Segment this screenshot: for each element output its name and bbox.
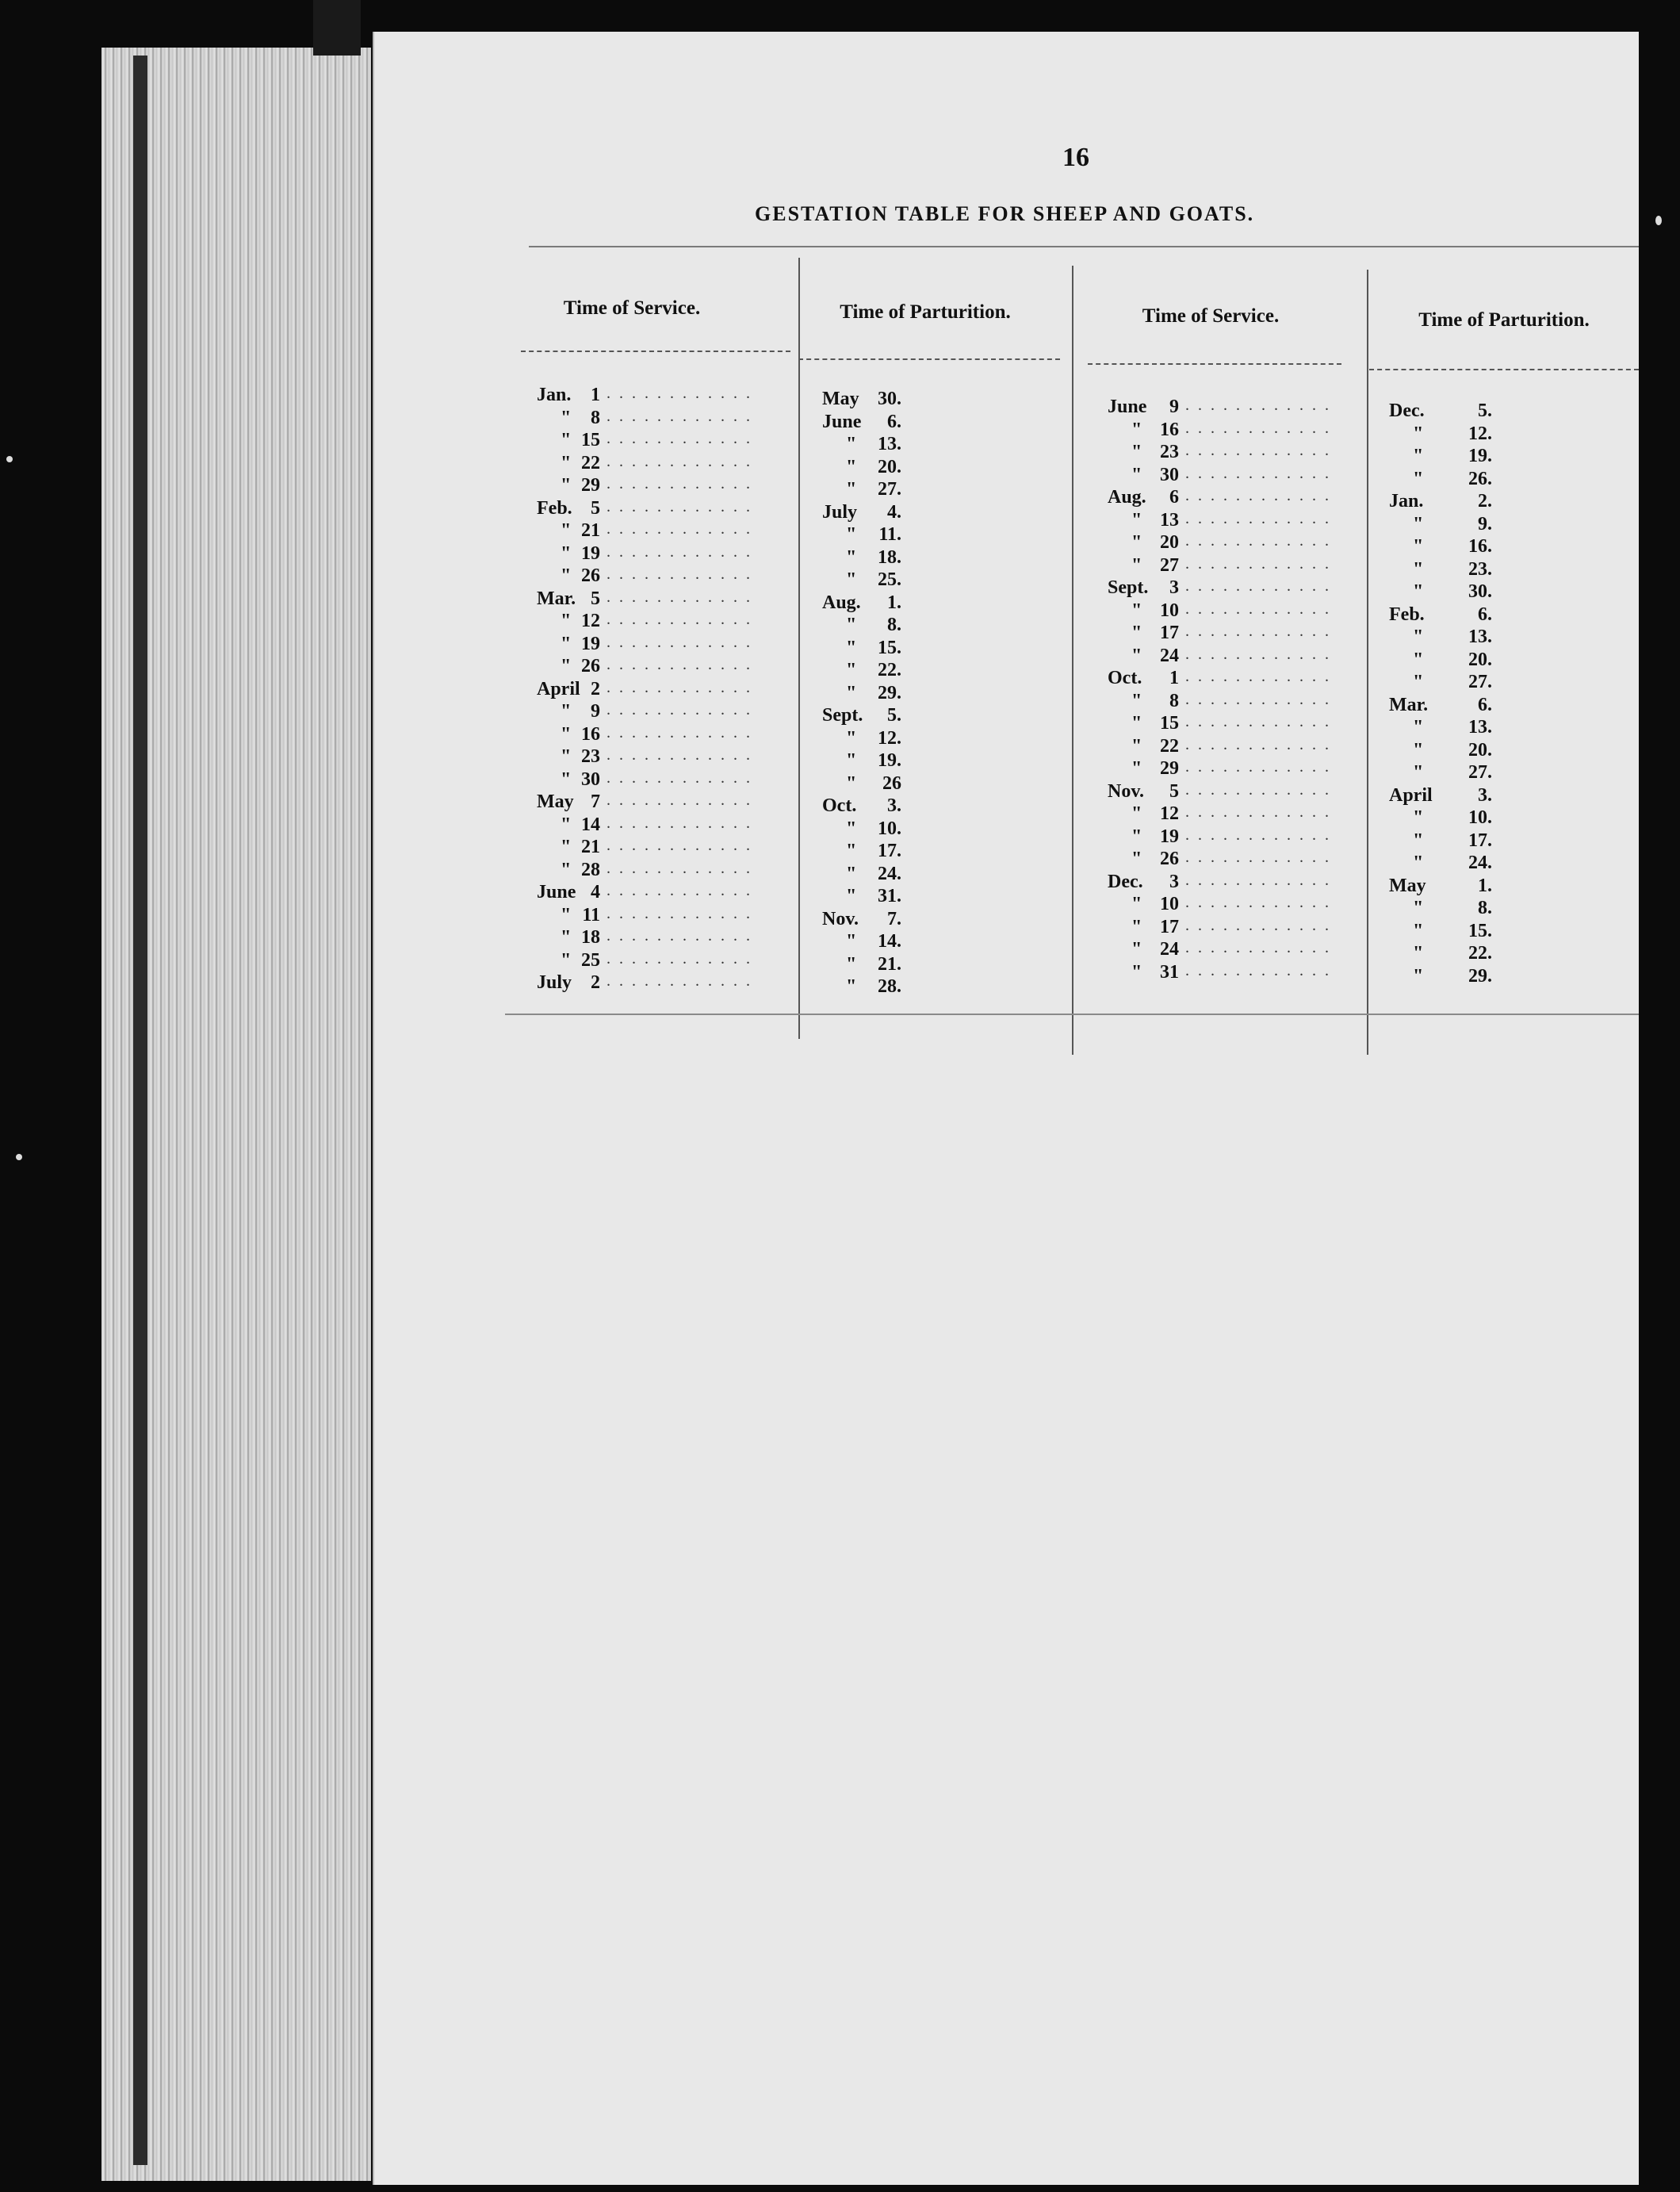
leader-dots: . . . . . . . . . . . . xyxy=(607,701,752,719)
leader-dots: . . . . . . . . . . . . xyxy=(1185,713,1331,730)
leader-dots: . . . . . . . . . . . . xyxy=(607,927,752,945)
day-cell: 30 xyxy=(581,768,600,790)
leader-dots: . . . . . . . . . . . . xyxy=(607,475,752,492)
leader-dots: . . . . . . . . . . . . xyxy=(607,904,752,922)
leader-dots: . . . . . . . . . . . . xyxy=(607,678,752,696)
leader-dots: . . . . . . . . . . . . xyxy=(607,633,752,651)
day-cell: 1 xyxy=(591,385,600,405)
day-cell: 8. xyxy=(1478,898,1492,918)
scan-speck xyxy=(1655,216,1662,225)
day-cell: 31. xyxy=(878,886,901,906)
month-cell: " xyxy=(1413,830,1424,851)
day-cell: 22. xyxy=(878,660,901,680)
page-number: 16 xyxy=(1062,143,1089,172)
day-cell: 6. xyxy=(1478,604,1492,625)
month-cell: Jan. xyxy=(537,385,572,405)
month-cell: " xyxy=(561,768,572,790)
header-right-parturition: Time of Parturition. xyxy=(1418,309,1590,331)
leader-dots: . . . . . . . . . . . . xyxy=(1185,803,1331,821)
month-cell: " xyxy=(1413,739,1424,761)
scan-speck xyxy=(6,456,13,462)
day-cell: 14. xyxy=(878,931,901,952)
day-cell: 24 xyxy=(1160,645,1179,666)
day-cell: 12 xyxy=(1160,803,1179,824)
day-cell: 28. xyxy=(878,976,901,997)
leader-dots: . . . . . . . . . . . . xyxy=(607,565,752,583)
day-cell: 23 xyxy=(581,746,600,767)
month-cell: June xyxy=(537,882,576,902)
month-cell: " xyxy=(1413,943,1424,964)
leader-dots: . . . . . . . . . . . . xyxy=(607,837,752,854)
leader-dots: . . . . . . . . . . . . xyxy=(1185,623,1331,640)
month-cell: April xyxy=(537,678,580,699)
leader-dots: . . . . . . . . . . . . xyxy=(607,746,752,764)
day-cell: 22. xyxy=(1468,943,1492,964)
month-cell: " xyxy=(846,546,857,568)
leader-dots: . . . . . . . . . . . . xyxy=(1185,668,1331,685)
month-cell: " xyxy=(561,723,572,745)
month-cell: Sept. xyxy=(822,705,863,726)
day-cell: 28 xyxy=(581,859,600,880)
month-cell: " xyxy=(561,859,572,880)
day-cell: 14 xyxy=(581,814,600,835)
day-cell: 5 xyxy=(1169,780,1179,802)
book-page xyxy=(373,32,1639,2185)
month-cell: " xyxy=(1413,446,1424,466)
month-cell: " xyxy=(846,479,857,500)
scan-speck xyxy=(16,1154,22,1160)
leader-dots: . . . . . . . . . . . . xyxy=(1185,487,1331,504)
day-cell: 13. xyxy=(1468,627,1492,647)
header-rule xyxy=(1088,363,1341,365)
month-cell: " xyxy=(561,611,572,631)
month-cell: Feb. xyxy=(537,497,572,519)
month-cell: " xyxy=(1131,894,1142,914)
leader-dots: . . . . . . . . . . . . xyxy=(1185,826,1331,844)
month-cell: " xyxy=(846,727,857,749)
day-cell: 15. xyxy=(878,637,901,658)
month-cell: June xyxy=(822,411,862,432)
month-cell: " xyxy=(846,524,857,545)
leader-dots: . . . . . . . . . . . . xyxy=(1185,894,1331,911)
day-cell: 21. xyxy=(878,953,901,975)
leader-dots: . . . . . . . . . . . . xyxy=(607,385,752,402)
leader-dots: . . . . . . . . . . . . xyxy=(1185,849,1331,866)
month-cell: " xyxy=(561,542,572,564)
leader-dots: . . . . . . . . . . . . xyxy=(1185,419,1331,437)
leader-dots: . . . . . . . . . . . . xyxy=(1185,690,1331,708)
month-cell: July xyxy=(822,501,858,523)
day-cell: 17. xyxy=(1468,830,1492,851)
month-cell: " xyxy=(1413,717,1424,738)
leader-dots: . . . . . . . . . . . . xyxy=(607,542,752,561)
day-cell: 12. xyxy=(1468,423,1492,444)
leader-dots: . . . . . . . . . . . . xyxy=(1185,600,1331,618)
month-cell: " xyxy=(561,475,572,496)
day-cell: 20 xyxy=(1160,532,1179,553)
month-cell: " xyxy=(561,814,572,835)
day-cell: 24. xyxy=(878,863,901,884)
month-cell: " xyxy=(1131,758,1142,779)
leader-dots: . . . . . . . . . . . . xyxy=(1185,916,1331,934)
month-cell: " xyxy=(561,837,572,857)
month-cell: " xyxy=(561,407,572,428)
month-cell: " xyxy=(561,430,572,450)
leader-dots: . . . . . . . . . . . . xyxy=(1185,509,1331,527)
leader-dots: . . . . . . . . . . . . xyxy=(607,407,752,425)
month-cell: " xyxy=(1413,468,1424,489)
month-cell: " xyxy=(1131,600,1142,621)
day-cell: 27. xyxy=(878,479,901,500)
day-cell: 27. xyxy=(1468,672,1492,692)
leader-dots: . . . . . . . . . . . . xyxy=(1185,780,1331,799)
month-cell: " xyxy=(1131,849,1142,869)
day-cell: 30 xyxy=(1160,464,1179,485)
month-cell: " xyxy=(846,863,857,884)
month-cell: " xyxy=(1413,581,1424,602)
day-cell: 5 xyxy=(591,497,600,519)
day-cell: 29. xyxy=(1468,965,1492,987)
day-cell: 2. xyxy=(1478,491,1492,512)
month-cell: " xyxy=(1131,623,1142,643)
day-cell: 10 xyxy=(1160,894,1179,914)
month-cell: " xyxy=(1413,965,1424,987)
month-cell: " xyxy=(561,565,572,586)
month-cell: " xyxy=(1131,442,1142,462)
day-cell: 23 xyxy=(1160,442,1179,462)
day-cell: 27. xyxy=(1468,762,1492,783)
leader-dots: . . . . . . . . . . . . xyxy=(1185,532,1331,550)
header-right-service: Time of Service. xyxy=(1142,305,1280,327)
day-cell: 13 xyxy=(1160,509,1179,531)
month-cell: " xyxy=(1413,762,1424,783)
month-cell: " xyxy=(1413,672,1424,692)
leader-dots: . . . . . . . . . . . . xyxy=(607,972,752,990)
month-cell: " xyxy=(561,520,572,541)
month-cell: " xyxy=(561,746,572,767)
month-cell: " xyxy=(846,569,857,590)
leader-dots: . . . . . . . . . . . . xyxy=(607,768,752,787)
leader-dots: . . . . . . . . . . . . xyxy=(607,814,752,832)
day-cell: 19. xyxy=(878,750,901,771)
day-cell: 8 xyxy=(1169,690,1179,711)
leader-dots: . . . . . . . . . . . . xyxy=(607,497,752,515)
header-left-parturition: Time of Parturition. xyxy=(840,301,1011,323)
month-cell: " xyxy=(561,656,572,676)
day-cell: 12 xyxy=(581,611,600,631)
book-spine-shadow xyxy=(133,56,147,2165)
month-cell: " xyxy=(1131,509,1142,531)
month-cell: " xyxy=(561,452,572,473)
day-cell: 19 xyxy=(581,633,600,654)
leader-dots: . . . . . . . . . . . . xyxy=(607,859,752,877)
day-cell: 11 xyxy=(582,904,600,925)
day-cell: 12. xyxy=(878,727,901,749)
day-cell: 6. xyxy=(1478,694,1492,715)
month-cell: " xyxy=(561,949,572,971)
month-cell: " xyxy=(846,615,857,635)
leader-dots: . . . . . . . . . . . . xyxy=(1185,645,1331,663)
leader-dots: . . . . . . . . . . . . xyxy=(607,611,752,628)
leader-dots: . . . . . . . . . . . . xyxy=(1185,871,1331,889)
day-cell: 20. xyxy=(1468,649,1492,670)
day-cell: 25. xyxy=(878,569,901,590)
month-cell: " xyxy=(1131,916,1142,937)
day-cell: 2 xyxy=(591,678,600,699)
day-cell: 23. xyxy=(1468,558,1492,580)
month-cell: " xyxy=(1413,423,1424,444)
day-cell: 6. xyxy=(887,411,901,432)
day-cell: 15 xyxy=(581,430,600,450)
month-cell: " xyxy=(846,772,857,794)
day-cell: 16 xyxy=(1160,419,1179,440)
leader-dots: . . . . . . . . . . . . xyxy=(1185,464,1331,482)
leader-dots: . . . . . . . . . . . . xyxy=(1185,735,1331,753)
day-cell: 26 xyxy=(882,772,901,794)
day-cell: 26. xyxy=(1468,468,1492,489)
day-cell: 21 xyxy=(581,520,600,541)
day-cell: 9 xyxy=(1169,397,1179,417)
month-cell: Dec. xyxy=(1389,400,1425,421)
bottom-rule xyxy=(505,1014,1639,1015)
day-cell: 8. xyxy=(887,615,901,635)
month-cell: Mar. xyxy=(1389,694,1429,715)
column-divider xyxy=(1072,266,1073,1055)
day-cell: 13. xyxy=(1468,717,1492,738)
month-cell: " xyxy=(846,434,857,454)
month-cell: Jan. xyxy=(1389,491,1424,512)
month-cell: " xyxy=(1131,464,1142,485)
month-cell: " xyxy=(1131,554,1142,576)
month-cell: " xyxy=(561,904,572,925)
day-cell: 2 xyxy=(591,972,600,993)
month-cell: " xyxy=(1413,513,1424,535)
day-cell: 6 xyxy=(1169,487,1179,508)
day-cell: 3. xyxy=(887,795,901,816)
day-cell: 24. xyxy=(1468,853,1492,873)
day-cell: 19. xyxy=(1468,446,1492,466)
month-cell: June xyxy=(1108,397,1147,417)
month-cell: " xyxy=(1413,649,1424,670)
month-cell: Oct. xyxy=(1108,668,1142,688)
month-cell: Mar. xyxy=(537,588,576,609)
day-cell: 5 xyxy=(591,588,600,609)
leader-dots: . . . . . . . . . . . . xyxy=(607,949,752,968)
month-cell: " xyxy=(1413,807,1424,828)
leader-dots: . . . . . . . . . . . . xyxy=(607,656,752,673)
leader-dots: . . . . . . . . . . . . xyxy=(1185,961,1331,979)
month-cell: " xyxy=(846,931,857,952)
month-cell: Nov. xyxy=(822,908,859,929)
leader-dots: . . . . . . . . . . . . xyxy=(607,520,752,538)
month-cell: " xyxy=(1413,898,1424,918)
day-cell: 29 xyxy=(581,475,600,496)
month-cell: Nov. xyxy=(1108,780,1145,802)
month-cell: " xyxy=(1131,939,1142,960)
month-cell: " xyxy=(1131,826,1142,847)
month-cell: " xyxy=(1131,645,1142,666)
month-cell: Feb. xyxy=(1389,604,1425,625)
day-cell: 16 xyxy=(581,723,600,745)
leader-dots: . . . . . . . . . . . . xyxy=(1185,397,1331,414)
month-cell: May xyxy=(1389,875,1426,896)
month-cell: " xyxy=(846,886,857,906)
leader-dots: . . . . . . . . . . . . xyxy=(1185,442,1331,459)
month-cell: " xyxy=(1131,803,1142,824)
leader-dots: . . . . . . . . . . . . xyxy=(607,791,752,809)
day-cell: 30. xyxy=(878,389,901,409)
cover-strip xyxy=(313,0,361,56)
day-cell: 17 xyxy=(1160,623,1179,643)
month-cell: Dec. xyxy=(1108,871,1143,892)
leader-dots: . . . . . . . . . . . . xyxy=(607,882,752,899)
leader-dots: . . . . . . . . . . . . xyxy=(607,430,752,447)
header-rule xyxy=(521,351,790,352)
day-cell: 5. xyxy=(887,705,901,726)
day-cell: 17 xyxy=(1160,916,1179,937)
month-cell: " xyxy=(1131,735,1142,757)
month-cell: " xyxy=(1413,536,1424,557)
header-rule xyxy=(1369,369,1639,370)
month-cell: " xyxy=(846,682,857,703)
day-cell: 15 xyxy=(1160,713,1179,734)
day-cell: 19 xyxy=(1160,826,1179,847)
day-cell: 19 xyxy=(581,542,600,564)
column-divider xyxy=(1367,270,1368,1055)
header-rule xyxy=(798,358,1060,360)
leader-dots: . . . . . . . . . . . . xyxy=(607,588,752,606)
day-cell: 3. xyxy=(1478,784,1492,806)
leader-dots: . . . . . . . . . . . . xyxy=(1185,554,1331,573)
day-cell: 3 xyxy=(1169,871,1179,892)
month-cell: " xyxy=(1413,920,1424,941)
day-cell: 5. xyxy=(1478,400,1492,421)
day-cell: 1. xyxy=(1478,875,1492,896)
day-cell: 13. xyxy=(878,434,901,454)
leader-dots: . . . . . . . . . . . . xyxy=(1185,577,1331,595)
leader-dots: . . . . . . . . . . . . xyxy=(1185,758,1331,776)
day-cell: 10 xyxy=(1160,600,1179,621)
month-cell: " xyxy=(561,927,572,948)
header-left-service: Time of Service. xyxy=(563,297,701,319)
leader-dots: . . . . . . . . . . . . xyxy=(1185,939,1331,956)
leader-dots: . . . . . . . . . . . . xyxy=(607,723,752,742)
month-cell: " xyxy=(846,953,857,975)
month-cell: " xyxy=(1413,853,1424,873)
day-cell: 18 xyxy=(581,927,600,948)
day-cell: 26 xyxy=(1160,849,1179,869)
month-cell: April xyxy=(1389,784,1433,806)
day-cell: 3 xyxy=(1169,577,1179,598)
month-cell: " xyxy=(561,701,572,722)
month-cell: " xyxy=(1413,558,1424,580)
month-cell: " xyxy=(846,660,857,680)
day-cell: 1 xyxy=(1169,668,1179,688)
month-cell: " xyxy=(1131,961,1142,983)
day-cell: 22 xyxy=(1160,735,1179,757)
month-cell: July xyxy=(537,972,572,993)
day-cell: 22 xyxy=(581,452,600,473)
day-cell: 8 xyxy=(591,407,600,428)
day-cell: 24 xyxy=(1160,939,1179,960)
day-cell: 15. xyxy=(1468,920,1492,941)
month-cell: " xyxy=(846,818,857,839)
month-cell: Sept. xyxy=(1108,577,1149,598)
page-title: GESTATION TABLE FOR SHEEP AND GOATS. xyxy=(755,202,1255,225)
month-cell: " xyxy=(1131,419,1142,440)
month-cell: " xyxy=(561,633,572,654)
day-cell: 16. xyxy=(1468,536,1492,557)
day-cell: 20. xyxy=(878,456,901,477)
month-cell: Aug. xyxy=(822,592,861,613)
month-cell: May xyxy=(537,791,574,812)
day-cell: 7. xyxy=(887,908,901,929)
day-cell: 10. xyxy=(1468,807,1492,828)
day-cell: 31 xyxy=(1160,961,1179,983)
day-cell: 4 xyxy=(591,882,600,902)
month-cell: " xyxy=(1131,713,1142,734)
day-cell: 1. xyxy=(887,592,901,613)
month-cell: " xyxy=(1131,532,1142,553)
day-cell: 9 xyxy=(591,701,600,722)
day-cell: 26 xyxy=(581,656,600,676)
day-cell: 21 xyxy=(581,837,600,857)
month-cell: " xyxy=(846,456,857,477)
day-cell: 25 xyxy=(581,949,600,971)
day-cell: 26 xyxy=(581,565,600,586)
day-cell: 30. xyxy=(1468,581,1492,602)
month-cell: " xyxy=(1413,627,1424,647)
day-cell: 11. xyxy=(878,524,901,545)
day-cell: 27 xyxy=(1160,554,1179,576)
month-cell: " xyxy=(846,750,857,771)
month-cell: " xyxy=(846,841,857,861)
day-cell: 7 xyxy=(591,791,600,812)
day-cell: 29 xyxy=(1160,758,1179,779)
day-cell: 4. xyxy=(887,501,901,523)
month-cell: " xyxy=(846,637,857,658)
leader-dots: . . . . . . . . . . . . xyxy=(607,452,752,470)
day-cell: 29. xyxy=(878,682,901,703)
day-cell: 20. xyxy=(1468,739,1492,761)
column-divider xyxy=(798,258,800,1039)
day-cell: 18. xyxy=(878,546,901,568)
top-rule xyxy=(529,246,1639,247)
month-cell: May xyxy=(822,389,859,409)
month-cell: Oct. xyxy=(822,795,857,816)
day-cell: 10. xyxy=(878,818,901,839)
month-cell: " xyxy=(1131,690,1142,711)
month-cell: " xyxy=(846,976,857,997)
month-cell: Aug. xyxy=(1108,487,1146,508)
day-cell: 9. xyxy=(1478,513,1492,535)
day-cell: 17. xyxy=(878,841,901,861)
